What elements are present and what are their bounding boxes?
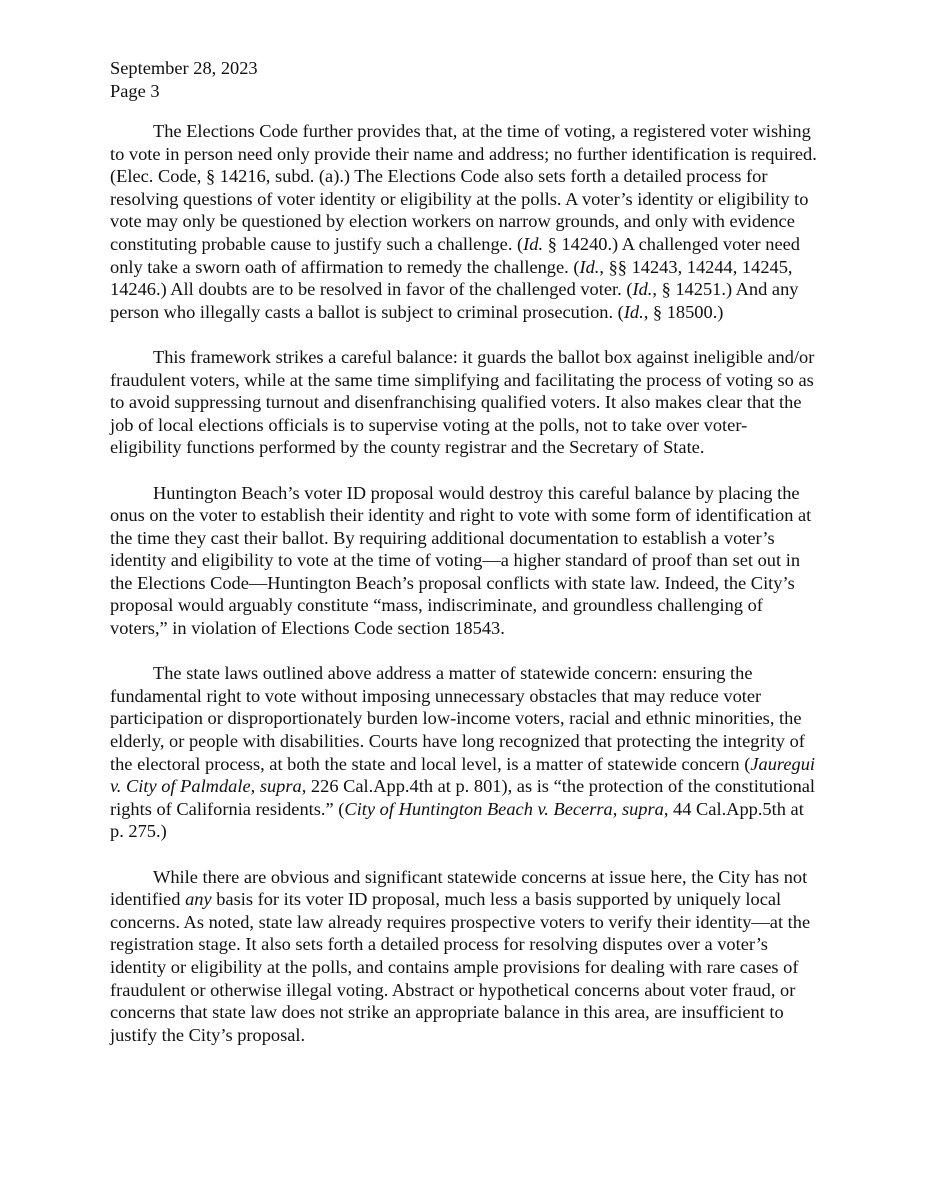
body-paragraph-1 [110,120,818,323]
page-number: Page 3 [110,80,160,101]
italic-text: supra [621,798,664,819]
paragraph-text: While there are obvious and significant statewide concerns at issue here, the City has not identified [110,866,808,910]
paragraph-text: The Elections Code further provides that, at the time of voting, a registered voter wishing to vote in person need only provide their name and address; no further identification is required. (Elec. Code, § 14216, subd. (a).) The Elections Code also sets forth a detailed process for resolving questions of voter identity or eligibility at the polls. A voter’s identity or eligibility to vote may only be questioned by election workers on narrow grounds, and only with evidence constituting probable cause to justify such a challenge. ( [110,121,817,254]
paragraph-text: , [250,776,260,797]
paragraph-text: , § 18500.) [643,301,724,322]
italic-text: City of Huntington Beach v. Becerra [344,798,613,819]
paragraph-text: , § 14251.) And any person who illegally casts a ballot is subject to criminal prosecution. ( [110,279,799,322]
paragraph-text: Huntington Beach’s voter ID proposal would destroy this careful balance by placing the onus on the voter to establish their identity and right to vote with some form of identification at the time they cast their ballot. By requiring additional documentation to establish a voter’s identity and eligibility to vote at the time of voting—a higher standard of proof than set out in the Elections Code—Huntington Beach’s proposal conflicts with state law. Indeed, the City’s proposal would arguably constitute “mass, indiscriminate, and groundless challenging of voters,” in violation of Elections Code section 18543. [110,482,812,639]
italic-text: Id. [523,233,544,254]
body-paragraph-3 [110,482,818,640]
paragraph-text: § 14240.) A challenged voter need only take a sworn oath of affirmation to remedy the challenge. ( [110,233,800,277]
body-paragraph-5 [110,866,818,1047]
italic-text: Jauregui v. City of Palmdale [110,753,816,797]
italic-text: supra [259,776,302,797]
paragraph-text: This framework strikes a careful balance: it guards the ballot box against ineligible and/or fraudulent voters, while at the same time simplifying and facilitating the process of voting so as to avoid suppressing turnout and disenfranchising qualified voters. It also makes clear that the job of local elections officials is to supervise voting at the polls, not to take over voter-eligibility functions performed by the county registrar and the Secretary of State. [110,346,815,458]
letter-body [110,120,818,1046]
paragraph-text: basis for its voter ID proposal, much less a basis supported by uniquely local concerns. As noted, state law already requires prospective voters to verify their identity—at the registration stage. It also sets forth a detailed process for resolving disputes over a voter’s identity or eligibility at the polls, and contains ample provisions for dealing with rare cases of fraudulent or otherwise illegal voting. Abstract or hypothetical concerns about voter fraud, or concerns that state law does not strike an appropriate balance in this area, are insufficient to justify the City’s proposal. [110,889,811,1045]
italic-text: Id. [579,256,600,277]
paragraph-text: , [612,798,622,819]
italic-text: Id. [632,279,653,300]
paragraph-text: , 44 Cal.App.5th at p. 275.) [110,798,804,842]
page-header [110,57,610,102]
body-paragraph-2 [110,346,818,459]
italic-text: Id. [623,301,644,322]
paragraph-text: , 226 Cal.App.4th at p. 801), as is “the protection of the constitutional rights of California residents.” ( [110,776,816,819]
italic-text: any [185,889,212,910]
paragraph-text: , §§ 14243, 14244, 14245, 14246.) All doubts are to be resolved in favor of the challenged voter. ( [110,256,793,300]
body-paragraph-4 [110,662,818,843]
paragraph-text: The state laws outlined above address a matter of statewide concern: ensuring the fundamental right to vote without imposing unnecessary obstacles that may reduce voter participation or disproportionately burden low-income voters, racial and ethnic minorities, the elderly, or people with disabilities. Courts have long recognized that protecting the integrity of the electoral process, at both the state and local level, is a matter of statewide concern ( [110,663,805,774]
letter-date: September 28, 2023 [110,58,258,78]
